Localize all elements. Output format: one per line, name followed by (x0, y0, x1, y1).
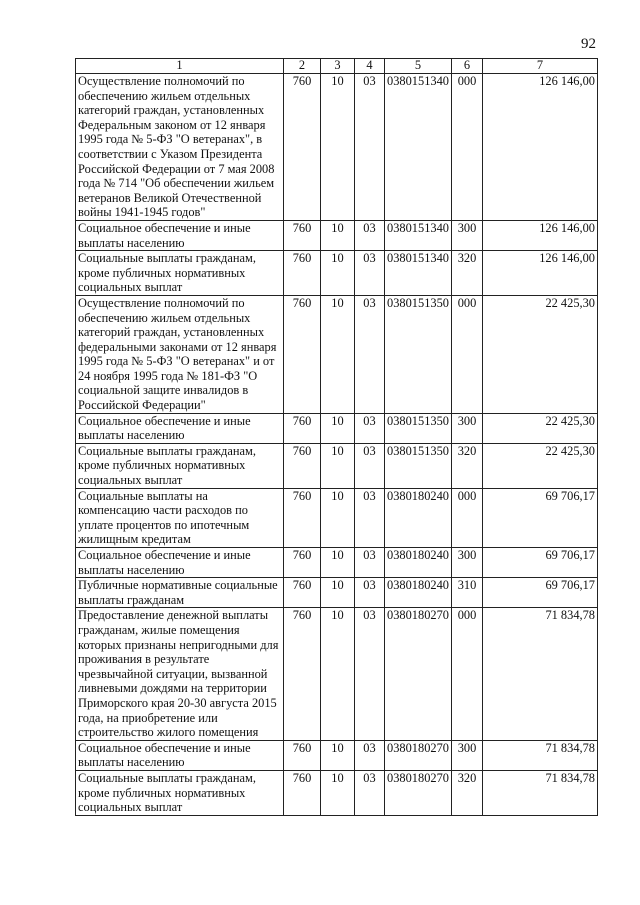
target-article-code: 0380151340 (385, 220, 452, 250)
table-row (76, 74, 598, 221)
ministry-code: 760 (284, 740, 321, 770)
expense-type-code: 300 (452, 413, 483, 443)
amount: 22 425,30 (483, 413, 598, 443)
target-article-code: 0380180240 (385, 488, 452, 547)
subsection-code: 03 (355, 251, 385, 296)
subsection-code: 03 (355, 413, 385, 443)
expense-name: Социальные выплаты на компенсацию части расходов по уплате процентов по ипотечным жилищным кредитам (76, 488, 284, 547)
ministry-code: 760 (284, 74, 321, 221)
ministry-code: 760 (284, 251, 321, 296)
ministry-code: 760 (284, 220, 321, 250)
amount: 71 834,78 (483, 770, 598, 815)
expense-type-code: 320 (452, 770, 483, 815)
subsection-code: 03 (355, 443, 385, 488)
table-row (76, 608, 598, 740)
section-code: 10 (321, 608, 355, 740)
table-row (76, 578, 598, 608)
table-row (76, 443, 598, 488)
amount: 126 146,00 (483, 220, 598, 250)
ministry-code: 760 (284, 295, 321, 413)
budget-table (75, 58, 598, 816)
section-code: 10 (321, 488, 355, 547)
amount: 71 834,78 (483, 608, 598, 740)
ministry-code: 760 (284, 578, 321, 608)
target-article-code: 0380151340 (385, 74, 452, 221)
expense-type-code: 320 (452, 443, 483, 488)
amount: 126 146,00 (483, 74, 598, 221)
ministry-code: 760 (284, 548, 321, 578)
target-article-code: 0380180240 (385, 578, 452, 608)
expense-name: Социальное обеспечение и иные выплаты населению (76, 220, 284, 250)
target-article-code: 0380180270 (385, 740, 452, 770)
section-code: 10 (321, 251, 355, 296)
expense-type-code: 320 (452, 251, 483, 296)
expense-name: Публичные нормативные социальные выплаты гражданам (76, 578, 284, 608)
subsection-code: 03 (355, 578, 385, 608)
section-code: 10 (321, 413, 355, 443)
expense-name: Осуществление полномочий по обеспечению жильем отдельных категорий граждан, установленных федеральными законами от 12 января 1995 года № 5-ФЗ "О ветеранах" и от 24 ноября 1995 года № 181-ФЗ "О социальной защите инвалидов в Российской Федерации" (76, 295, 284, 413)
table-row (76, 220, 598, 250)
section-code: 10 (321, 578, 355, 608)
target-article-code: 0380180240 (385, 548, 452, 578)
expense-type-code: 300 (452, 548, 483, 578)
column-header: 3 (321, 59, 355, 74)
expense-type-code: 000 (452, 488, 483, 547)
expense-type-code: 310 (452, 578, 483, 608)
subsection-code: 03 (355, 74, 385, 221)
target-article-code: 0380151350 (385, 295, 452, 413)
expense-name: Социальные выплаты гражданам, кроме публичных нормативных социальных выплат (76, 251, 284, 296)
table-row (76, 770, 598, 815)
column-header: 2 (284, 59, 321, 74)
subsection-code: 03 (355, 220, 385, 250)
target-article-code: 0380151350 (385, 413, 452, 443)
subsection-code: 03 (355, 548, 385, 578)
subsection-code: 03 (355, 608, 385, 740)
page-number: 92 (581, 36, 596, 52)
table-row (76, 413, 598, 443)
expense-name: Предоставление денежной выплаты гражданам, жилые помещения которых признаны непригодными для проживания в результате чрезвычайной ситуации, вызванной ливневыми дождями на территории Приморского края 20-30 августа 2015 года, на приобретение или строительство жилого помещения (76, 608, 284, 740)
amount: 22 425,30 (483, 443, 598, 488)
section-code: 10 (321, 443, 355, 488)
expense-type-code: 000 (452, 295, 483, 413)
section-code: 10 (321, 295, 355, 413)
column-header: 7 (483, 59, 598, 74)
column-header: 6 (452, 59, 483, 74)
amount: 22 425,30 (483, 295, 598, 413)
table-row (76, 740, 598, 770)
expense-name: Социальные выплаты гражданам, кроме публичных нормативных социальных выплат (76, 443, 284, 488)
column-header: 4 (355, 59, 385, 74)
table-row (76, 295, 598, 413)
expense-name: Осуществление полномочий по обеспечению жильем отдельных категорий граждан, установленных Федеральным законом от 12 января 1995 года № 5-ФЗ "О ветеранах", в соответствии с Указом Президента Российской Федерации от 7 мая 2008 года № 714 "Об обеспечении жильем ветеранов Великой Отечественной войны 1941-1945 годов" (76, 74, 284, 221)
section-code: 10 (321, 740, 355, 770)
expense-name: Социальное обеспечение и иные выплаты населению (76, 413, 284, 443)
expense-type-code: 300 (452, 740, 483, 770)
amount: 71 834,78 (483, 740, 598, 770)
section-code: 10 (321, 548, 355, 578)
table-row (76, 488, 598, 547)
subsection-code: 03 (355, 295, 385, 413)
table-header-row (76, 59, 598, 74)
amount: 126 146,00 (483, 251, 598, 296)
target-article-code: 0380151350 (385, 443, 452, 488)
ministry-code: 760 (284, 413, 321, 443)
expense-type-code: 300 (452, 220, 483, 250)
section-code: 10 (321, 770, 355, 815)
amount: 69 706,17 (483, 488, 598, 547)
subsection-code: 03 (355, 488, 385, 547)
ministry-code: 760 (284, 443, 321, 488)
expense-name: Социальное обеспечение и иные выплаты населению (76, 740, 284, 770)
section-code: 10 (321, 74, 355, 221)
expense-name: Социальное обеспечение и иные выплаты населению (76, 548, 284, 578)
column-header: 1 (76, 59, 284, 74)
subsection-code: 03 (355, 770, 385, 815)
table-row (76, 251, 598, 296)
target-article-code: 0380151340 (385, 251, 452, 296)
column-header: 5 (385, 59, 452, 74)
ministry-code: 760 (284, 488, 321, 547)
section-code: 10 (321, 220, 355, 250)
ministry-code: 760 (284, 608, 321, 740)
subsection-code: 03 (355, 740, 385, 770)
ministry-code: 760 (284, 770, 321, 815)
expense-type-code: 000 (452, 74, 483, 221)
table-row (76, 548, 598, 578)
amount: 69 706,17 (483, 548, 598, 578)
target-article-code: 0380180270 (385, 608, 452, 740)
target-article-code: 0380180270 (385, 770, 452, 815)
amount: 69 706,17 (483, 578, 598, 608)
expense-name: Социальные выплаты гражданам, кроме публичных нормативных социальных выплат (76, 770, 284, 815)
expense-type-code: 000 (452, 608, 483, 740)
